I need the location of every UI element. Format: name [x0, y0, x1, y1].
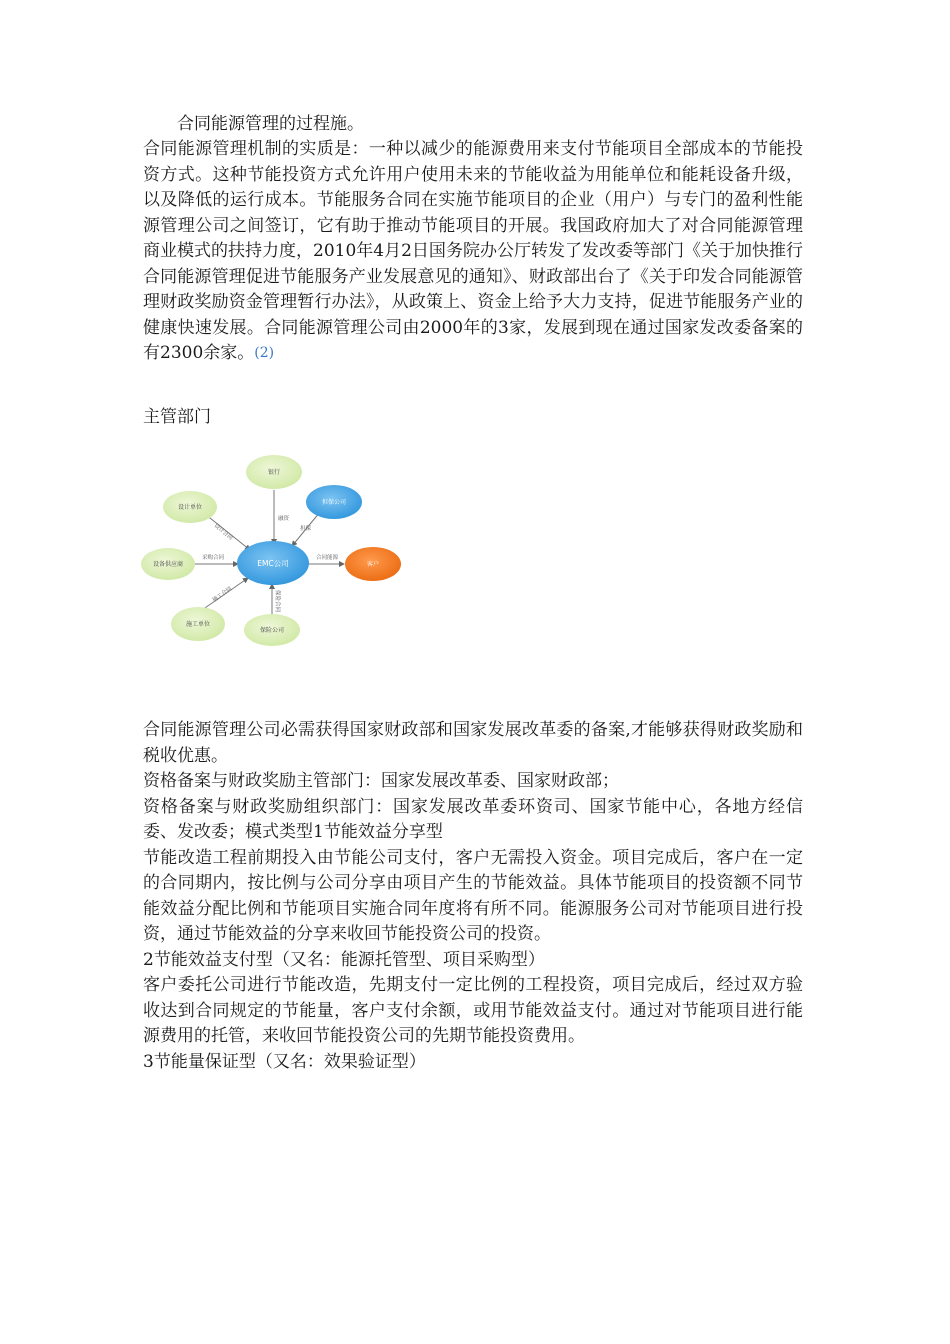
edge-label-guarantee: 担保 — [300, 526, 312, 532]
paragraph-emc-essence-text: 合同能源管理机制的实质是：一种以减少的能源费用来支付节能项目全部成本的节能投资方式。这种节能投资方式允许用户使用未来的节能收益为用能单位和能耗设备升级，以及降低的运行成本。节能服务合同在实施节能项目的企业（用户）与专门的盈利性能源管理公司之间签订，它有助于推动节能项目的开展。我国政府加大了对合同能源管理商业模式的扶持力度，2010年4月2日国务院办公厅转发了发改委等部门《关于加快推行合同能源管理促进节能服务产业发展意见的通知》、财政部出台了《关于印发合同能源管理财政奖励资金管理暂行办法》，从政策上、资金上给予大力支持，促进节能服务产业的健康快速发展。合同能源管理公司由2000年的3家，发展到现在通过国家发改委备案的有2300余家。 — [143, 139, 803, 363]
node-guarantee-label: 担保公司 — [321, 499, 347, 506]
node-design — [163, 491, 217, 523]
citation-link[interactable]: (2) — [254, 345, 275, 361]
node-construction-label: 施工单位 — [185, 621, 211, 628]
paragraph-emc-essence — [143, 137, 803, 367]
edge-label-supplier: 采购合同 — [202, 555, 225, 561]
edge-label-bank: 融资 — [278, 516, 290, 522]
node-construction — [171, 607, 225, 641]
node-emc — [237, 541, 309, 585]
lower-text — [143, 718, 803, 1075]
node-customer — [345, 547, 401, 581]
paragraph-authority: 资格备案与财政奖励主管部门：国家发展改革委、国家财政部； — [143, 771, 619, 791]
paragraph-organizer: 资格备案与财政奖励组织部门：国家发展改革委环资司、国家节能中心，各地方经信委、发改委；模式类型1节能效益分享型 — [143, 796, 803, 842]
edge-label-design: 设计合同 — [212, 522, 234, 542]
heading-guaranteed-savings: 3节能量保证型（又名：效果验证型） — [143, 1051, 426, 1072]
emc-relationship-diagram — [140, 452, 410, 648]
paragraph-filing-requirement: 合同能源管理公司必需获得国家财政部和国家发展改革委的备案,才能够获得财政奖励和税收优惠。 — [143, 720, 803, 766]
node-customer-label: 客户 — [366, 561, 380, 568]
edge-label-insurance: 保险合同 — [274, 590, 280, 613]
node-bank-label: 银行 — [267, 469, 281, 476]
edge-label-customer: 合同能源 — [316, 555, 339, 561]
node-guarantee — [306, 485, 362, 519]
node-supplier — [141, 548, 195, 580]
heading-savings-payment: 2节能效益支付型（又名：能源托管型、项目采购型） — [143, 949, 545, 970]
node-insurance — [244, 614, 300, 646]
intro-line: 合同能源管理的过程施。 — [177, 114, 364, 134]
node-bank — [246, 455, 302, 489]
edge-label-construction: 施工合同 — [211, 586, 234, 604]
node-emc-label: EMC公司 — [257, 559, 289, 568]
node-design-label: 设计单位 — [177, 504, 203, 511]
node-supplier-label: 设备供应商 — [152, 561, 184, 568]
node-insurance-label: 保险公司 — [259, 627, 285, 634]
paragraph-savings-payment: 客户委托公司进行节能改造，先期支付一定比例的工程投资，项目完成后，经过双方验收达到合同规定的节能量，客户支付余额，或用节能效益支付。通过对节能项目进行能源费用的托管，来收回节能投资公司的先期节能投资费用。 — [143, 975, 803, 1046]
paragraph-shared-savings: 节能改造工程前期投入由节能公司支付，客户无需投入资金。项目完成后，客户在一定的合同期内，按比例与公司分享由项目产生的节能效益。具体节能项目的投资额不同节能效益分配比例和节能项目实施合同年度将有所不同。能源服务公司对节能项目进行投资，通过节能效益的分享来收回节能投资公司的投资。 — [143, 847, 803, 944]
section-heading: 主管部门 — [143, 407, 211, 427]
